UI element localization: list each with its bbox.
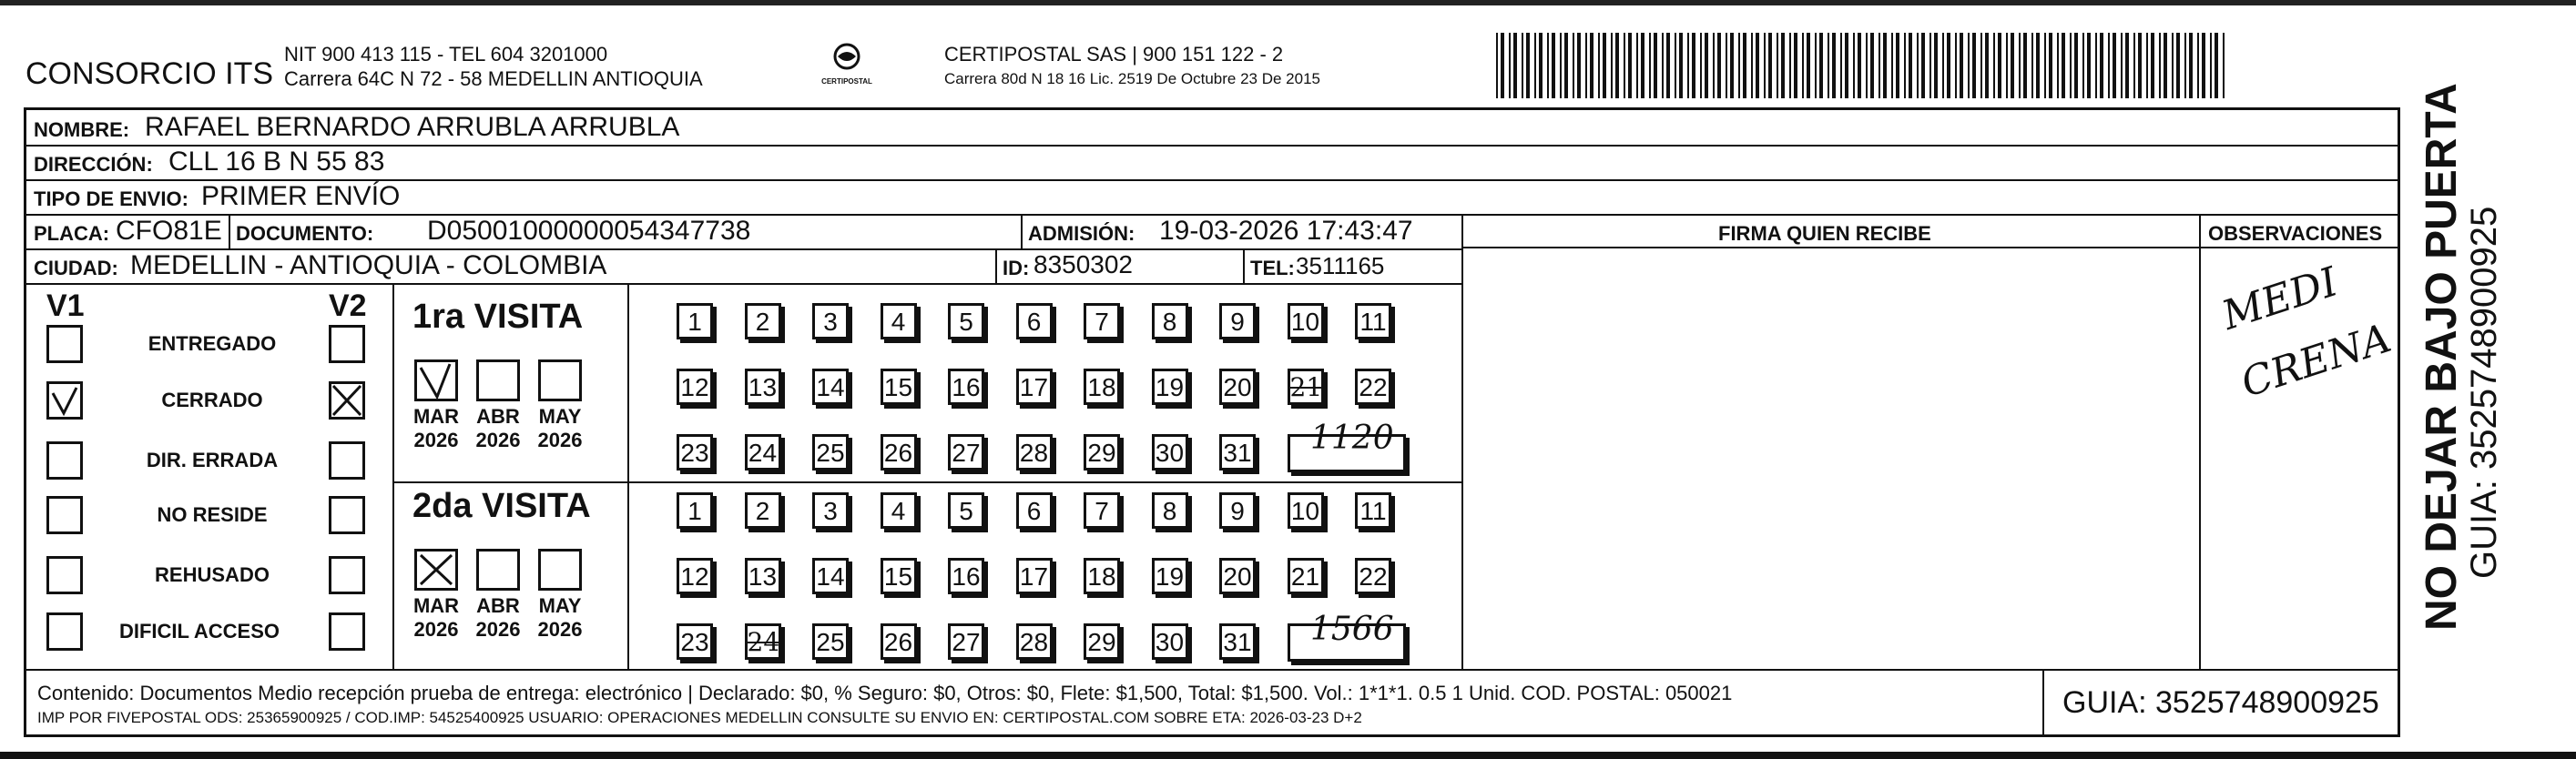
- barcode-bar: [1934, 33, 1938, 98]
- address-line: Carrera 64C N 72 - 58 MEDELLIN ANTIOQUIA: [284, 67, 703, 90]
- barcode-bar: [1666, 33, 1670, 98]
- day-box[interactable]: 18: [1084, 369, 1120, 405]
- direccion-value: CLL 16 B N 55 83: [168, 147, 385, 177]
- day-box[interactable]: 21: [1288, 369, 1324, 405]
- barcode-bar: [1756, 33, 1759, 98]
- day-box[interactable]: 25: [812, 434, 849, 471]
- barcode-bar: [1615, 33, 1619, 98]
- top-border: [0, 0, 2576, 5]
- barcode-bar: [1840, 33, 1842, 98]
- day-box[interactable]: 15: [881, 369, 917, 405]
- barcode-bar: [1942, 33, 1944, 98]
- barcode-bar: [1624, 33, 1625, 98]
- x-mark-icon: [417, 552, 455, 588]
- observaciones-label: OBSERVACIONES: [2208, 222, 2383, 245]
- second-visit-title: 2da VISITA: [412, 487, 591, 525]
- status-label: NO RESIDE: [157, 503, 268, 526]
- barcode-bar: [2108, 33, 2110, 98]
- tel-value: 3511165: [1296, 252, 1385, 279]
- day-box[interactable]: 10: [1288, 492, 1324, 529]
- barcode: [1496, 33, 2225, 98]
- barcode-bar: [1522, 33, 1523, 98]
- barcode-bar: [2031, 33, 2033, 98]
- v1-checkbox[interactable]: [46, 556, 83, 594]
- firma-label: FIRMA QUIEN RECIBE: [1718, 222, 1931, 245]
- day-box[interactable]: 13: [745, 369, 781, 405]
- barcode-bar: [1585, 33, 1587, 98]
- day-box[interactable]: 28: [1016, 434, 1053, 471]
- barcode-bar: [1726, 33, 1727, 98]
- barcode-bar: [1526, 33, 1530, 98]
- nombre-value: RAFAEL BERNARDO ARRUBLA ARRUBLA: [145, 112, 680, 142]
- month-label: ABR 2026: [475, 594, 521, 641]
- barcode-bar: [1730, 33, 1734, 98]
- barcode-bar: [2138, 33, 2142, 98]
- day-box[interactable]: 24: [745, 434, 781, 471]
- barcode-bar: [2133, 33, 2135, 98]
- barcode-bar: [1832, 33, 1836, 98]
- barcode-bar: [2011, 33, 2014, 98]
- side-guia: GUIA: 3525748900925: [2464, 206, 2504, 579]
- barcode-bar: [2125, 33, 2129, 98]
- day-box[interactable]: 11: [1355, 303, 1391, 339]
- day-box[interactable]: 27: [948, 434, 984, 471]
- barcode-bar: [1929, 33, 1931, 98]
- barcode-bar: [1743, 33, 1746, 98]
- barcode-bar: [1781, 33, 1785, 98]
- barcode-bar: [2074, 33, 2078, 98]
- status-label: DIFICIL ACCESO: [118, 620, 280, 643]
- day-box[interactable]: 7: [1084, 303, 1120, 339]
- barcode-bar: [1539, 33, 1543, 98]
- barcode-bar: [1679, 33, 1683, 98]
- barcode-bar: [1917, 33, 1919, 98]
- barcode-bar: [1998, 33, 2001, 98]
- day-box[interactable]: 29: [1084, 623, 1120, 660]
- day-box[interactable]: 27: [948, 623, 984, 660]
- documento-label: DOCUMENTO:: [236, 222, 374, 245]
- day-box[interactable]: 5: [948, 303, 984, 339]
- guia-number: GUIA: 3525748900925: [2062, 685, 2379, 720]
- day-box[interactable]: 1: [677, 492, 713, 529]
- impresion-line: IMP POR FIVEPOSTAL ODS: 25365900925 / COD.IMP: 54525400925 USUARIO: OPERACIONES MEDELLIN CONSULTE SU ENVIO EN: CERTIPOSTAL.COM SOBRE ETA: 2026-03-23 D+2: [37, 709, 1362, 726]
- v2-checkbox[interactable]: [329, 381, 365, 420]
- barcode-bar: [2121, 33, 2123, 98]
- barcode-bar: [1496, 33, 1498, 98]
- day-box[interactable]: 4: [881, 303, 917, 339]
- day-box[interactable]: 21: [1288, 558, 1324, 594]
- barcode-bar: [1509, 33, 1511, 98]
- month-checkbox[interactable]: [538, 359, 582, 401]
- barcode-bar: [1891, 33, 1893, 98]
- day-box[interactable]: 17: [1016, 369, 1053, 405]
- barcode-bar: [2044, 33, 2046, 98]
- barcode-bar: [1802, 33, 1804, 98]
- placa-value: CFO81E: [116, 216, 222, 246]
- day-box[interactable]: 8: [1152, 303, 1188, 339]
- barcode-bar: [2215, 33, 2218, 98]
- barcode-bar: [1513, 33, 1517, 98]
- delivery-card: [24, 107, 2400, 737]
- day-box[interactable]: 30: [1152, 434, 1188, 471]
- barcode-bar: [2151, 33, 2154, 98]
- day-box[interactable]: 2: [745, 492, 781, 529]
- barcode-bar: [2176, 33, 2180, 98]
- barcode-bar: [1960, 33, 1963, 98]
- day-box[interactable]: 11: [1355, 492, 1391, 529]
- barcode-bar: [1870, 33, 1874, 98]
- month-label: MAY 2026: [537, 405, 583, 451]
- barcode-bar: [2082, 33, 2084, 98]
- day-box[interactable]: 16: [948, 558, 984, 594]
- barcode-bar: [2197, 33, 2199, 98]
- barcode-bar: [2172, 33, 2174, 98]
- barcode-bar: [1649, 33, 1651, 98]
- day-box[interactable]: 19: [1152, 558, 1188, 594]
- day-box[interactable]: 13: [745, 558, 781, 594]
- certipostal-nit: CERTIPOSTAL SAS | 900 151 122 - 2: [944, 43, 1284, 66]
- barcode-bar: [1713, 33, 1715, 98]
- barcode-bar: [1764, 33, 1766, 98]
- barcode-bar: [1972, 33, 1976, 98]
- tel-label: TEL:: [1250, 257, 1295, 279]
- second-visit-time: 1566: [1310, 611, 1394, 648]
- day-box[interactable]: 6: [1016, 492, 1053, 529]
- barcode-bar: [1628, 33, 1632, 98]
- day-box[interactable]: 18: [1084, 558, 1120, 594]
- day-box[interactable]: 30: [1152, 623, 1188, 660]
- month-label: MAR 2026: [412, 594, 460, 641]
- barcode-bar: [2159, 33, 2161, 98]
- barcode-bar: [1573, 33, 1574, 98]
- day-box[interactable]: 4: [881, 492, 917, 529]
- barcode-bar: [1692, 33, 1695, 98]
- barcode-bar: [1853, 33, 1855, 98]
- v2-header: V2: [329, 288, 367, 323]
- month-checkbox[interactable]: [538, 549, 582, 591]
- barcode-bar: [1904, 33, 1906, 98]
- month-checkbox[interactable]: [414, 549, 458, 591]
- barcode-bar: [1955, 33, 1957, 98]
- day-box[interactable]: 8: [1152, 492, 1188, 529]
- barcode-bar: [1777, 33, 1778, 98]
- barcode-bar: [2223, 33, 2225, 98]
- barcode-bar: [2019, 33, 2021, 98]
- status-label: DIR. ERRADA: [146, 449, 279, 471]
- day-box[interactable]: 14: [812, 369, 849, 405]
- barcode-bar: [1828, 33, 1829, 98]
- day-box[interactable]: 31: [1219, 623, 1256, 660]
- day-box[interactable]: 10: [1288, 303, 1324, 339]
- barcode-bar: [1675, 33, 1676, 98]
- day-box[interactable]: 20: [1219, 558, 1256, 594]
- day-box[interactable]: 3: [812, 492, 849, 529]
- certipostal-logo: [820, 40, 874, 91]
- barcode-bar: [1921, 33, 1925, 98]
- day-box[interactable]: 20: [1219, 369, 1256, 405]
- x-mark-icon: [331, 384, 362, 417]
- day-box[interactable]: 29: [1084, 434, 1120, 471]
- v1-checkbox[interactable]: [46, 325, 83, 363]
- v2-checkbox[interactable]: [329, 612, 365, 651]
- barcode-bar: [1845, 33, 1848, 98]
- barcode-bar: [2049, 33, 2052, 98]
- day-box[interactable]: 22: [1355, 558, 1391, 594]
- tipo-envio-value: PRIMER ENVÍO: [201, 181, 401, 211]
- barcode-bar: [1815, 33, 1817, 98]
- admision-value: 19-03-2026 17:43:47: [1159, 216, 1413, 246]
- status-label: REHUSADO: [155, 563, 270, 586]
- barcode-bar: [1968, 33, 1970, 98]
- v1-checkbox[interactable]: [46, 612, 83, 651]
- barcode-bar: [2100, 33, 2103, 98]
- bottom-border: [0, 752, 2576, 759]
- barcode-bar: [1738, 33, 1740, 98]
- check-mark-icon: [49, 384, 80, 417]
- ciudad-value: MEDELLIN - ANTIOQUIA - COLOMBIA: [130, 250, 607, 280]
- barcode-bar: [1705, 33, 1708, 98]
- barcode-bar: [1603, 33, 1606, 98]
- v1-checkbox[interactable]: [46, 441, 83, 480]
- month-checkbox[interactable]: [414, 359, 458, 401]
- day-box[interactable]: 24: [745, 623, 781, 660]
- barcode-bar: [2070, 33, 2072, 98]
- month-checkbox[interactable]: [476, 549, 520, 591]
- v2-checkbox[interactable]: [329, 556, 365, 594]
- barcode-bar: [1947, 33, 1950, 98]
- barcode-bar: [1552, 33, 1555, 98]
- day-box[interactable]: 5: [948, 492, 984, 529]
- barcode-bar: [1717, 33, 1721, 98]
- barcode-bar: [2062, 33, 2065, 98]
- barcode-bar: [1636, 33, 1638, 98]
- v1-header: V1: [46, 288, 85, 323]
- certipostal-address: Carrera 80d N 18 16 Lic. 2519 De Octubre 23 De 2015: [944, 70, 1320, 87]
- barcode-bar: [1883, 33, 1887, 98]
- day-box[interactable]: 28: [1016, 623, 1053, 660]
- barcode-bar: [1985, 33, 1989, 98]
- barcode-bar: [1534, 33, 1536, 98]
- direccion-label: DIRECCIÓN:: [34, 153, 153, 176]
- barcode-bar: [2057, 33, 2059, 98]
- barcode-bar: [2210, 33, 2212, 98]
- barcode-bar: [2184, 33, 2186, 98]
- day-box[interactable]: 9: [1219, 492, 1256, 529]
- nit-line: NIT 900 413 115 - TEL 604 3201000: [284, 43, 608, 66]
- v1-checkbox[interactable]: [46, 496, 83, 534]
- barcode-bar: [1590, 33, 1593, 98]
- month-label: MAR 2026: [412, 405, 460, 451]
- barcode-bar: [2164, 33, 2167, 98]
- status-label: ENTREGADO: [148, 332, 277, 355]
- day-box[interactable]: 26: [881, 623, 917, 660]
- barcode-bar: [1560, 33, 1562, 98]
- observation-line-2: CRENA: [2235, 315, 2397, 407]
- day-box[interactable]: 2: [745, 303, 781, 339]
- v2-checkbox[interactable]: [329, 496, 365, 534]
- v2-checkbox[interactable]: [329, 441, 365, 480]
- day-box[interactable]: 12: [677, 558, 713, 594]
- barcode-bar: [1751, 33, 1753, 98]
- barcode-bar: [1866, 33, 1868, 98]
- day-box[interactable]: 22: [1355, 369, 1391, 405]
- day-box[interactable]: 26: [881, 434, 917, 471]
- placa-label: PLACA:: [34, 222, 110, 245]
- barcode-bar: [1858, 33, 1861, 98]
- v1-checkbox[interactable]: [46, 381, 83, 420]
- id-value: 8350302: [1033, 250, 1134, 278]
- barcode-bar: [2023, 33, 2027, 98]
- barcode-bar: [1993, 33, 1995, 98]
- barcode-bar: [2202, 33, 2205, 98]
- day-box[interactable]: 3: [812, 303, 849, 339]
- barcode-bar: [1687, 33, 1689, 98]
- day-box[interactable]: 19: [1152, 369, 1188, 405]
- barcode-bar: [2006, 33, 2008, 98]
- documento-value: D05001000000054347738: [427, 216, 751, 246]
- admision-label: ADMISIÓN:: [1028, 222, 1135, 245]
- status-label: CERRADO: [161, 389, 263, 411]
- observation-line-1: MEDI: [2216, 258, 2344, 339]
- barcode-bar: [1700, 33, 1702, 98]
- barcode-bar: [1768, 33, 1772, 98]
- id-label: ID:: [1003, 257, 1030, 279]
- barcode-bar: [1598, 33, 1600, 98]
- day-box[interactable]: 9: [1219, 303, 1256, 339]
- day-box[interactable]: 17: [1016, 558, 1053, 594]
- barcode-bar: [2113, 33, 2116, 98]
- barcode-bar: [1794, 33, 1797, 98]
- no-dejar-notice: NO DEJAR BAJO PUERTA: [2418, 83, 2466, 631]
- barcode-bar: [1789, 33, 1791, 98]
- day-box[interactable]: 7: [1084, 492, 1120, 529]
- first-visit-title: 1ra VISITA: [412, 298, 584, 336]
- barcode-bar: [1564, 33, 1568, 98]
- month-label: ABR 2026: [475, 405, 521, 451]
- day-box[interactable]: 12: [677, 369, 713, 405]
- barcode-bar: [1807, 33, 1810, 98]
- v2-checkbox[interactable]: [329, 325, 365, 363]
- barcode-bar: [1547, 33, 1549, 98]
- barcode-bar: [1662, 33, 1664, 98]
- barcode-bar: [1501, 33, 1504, 98]
- barcode-bar: [2189, 33, 2193, 98]
- certipostal-info: [944, 42, 1320, 91]
- day-box[interactable]: 6: [1016, 303, 1053, 339]
- barcode-bar: [2146, 33, 2148, 98]
- barcode-bar: [2036, 33, 2040, 98]
- day-box[interactable]: 15: [881, 558, 917, 594]
- day-box[interactable]: 31: [1219, 434, 1256, 471]
- barcode-bar: [1896, 33, 1899, 98]
- month-label: MAY 2026: [537, 594, 583, 641]
- barcode-bar: [2095, 33, 2097, 98]
- barcode-bar: [1879, 33, 1880, 98]
- barcode-bar: [1909, 33, 1912, 98]
- tipo-envio-label: TIPO DE ENVIO:: [34, 187, 188, 210]
- barcode-bar: [1577, 33, 1581, 98]
- barcode-bar: [1641, 33, 1644, 98]
- barcode-bar: [1611, 33, 1613, 98]
- logo-text: CERTIPOSTAL: [821, 77, 872, 86]
- ciudad-label: CIUDAD:: [34, 257, 118, 279]
- barcode-bar: [1819, 33, 1823, 98]
- company-info: [284, 42, 703, 91]
- month-checkbox[interactable]: [476, 359, 520, 401]
- day-box[interactable]: 1: [677, 303, 713, 339]
- barcode-bar: [2087, 33, 2091, 98]
- day-box[interactable]: 16: [948, 369, 984, 405]
- contenido-line: Contenido: Documentos Medio recepción prueba de entrega: electrónico | Declarado: $0, % Seguro: $0, Otros: $0, Flete: $1,500, Total: $1,500. Vol.: 1*1*1. 0.5 1 Unid. COD. POSTAL: 050021: [37, 682, 1733, 704]
- day-box[interactable]: 23: [677, 434, 713, 471]
- nombre-label: NOMBRE:: [34, 118, 130, 141]
- first-visit-time: 1120: [1310, 420, 1394, 457]
- check-mark-icon: [417, 362, 455, 399]
- barcode-bar: [1654, 33, 1657, 98]
- day-box[interactable]: 14: [812, 558, 849, 594]
- barcode-bar: [1980, 33, 1982, 98]
- day-box[interactable]: 23: [677, 623, 713, 660]
- company-name: CONSORCIO ITS: [25, 56, 274, 91]
- day-box[interactable]: 25: [812, 623, 849, 660]
